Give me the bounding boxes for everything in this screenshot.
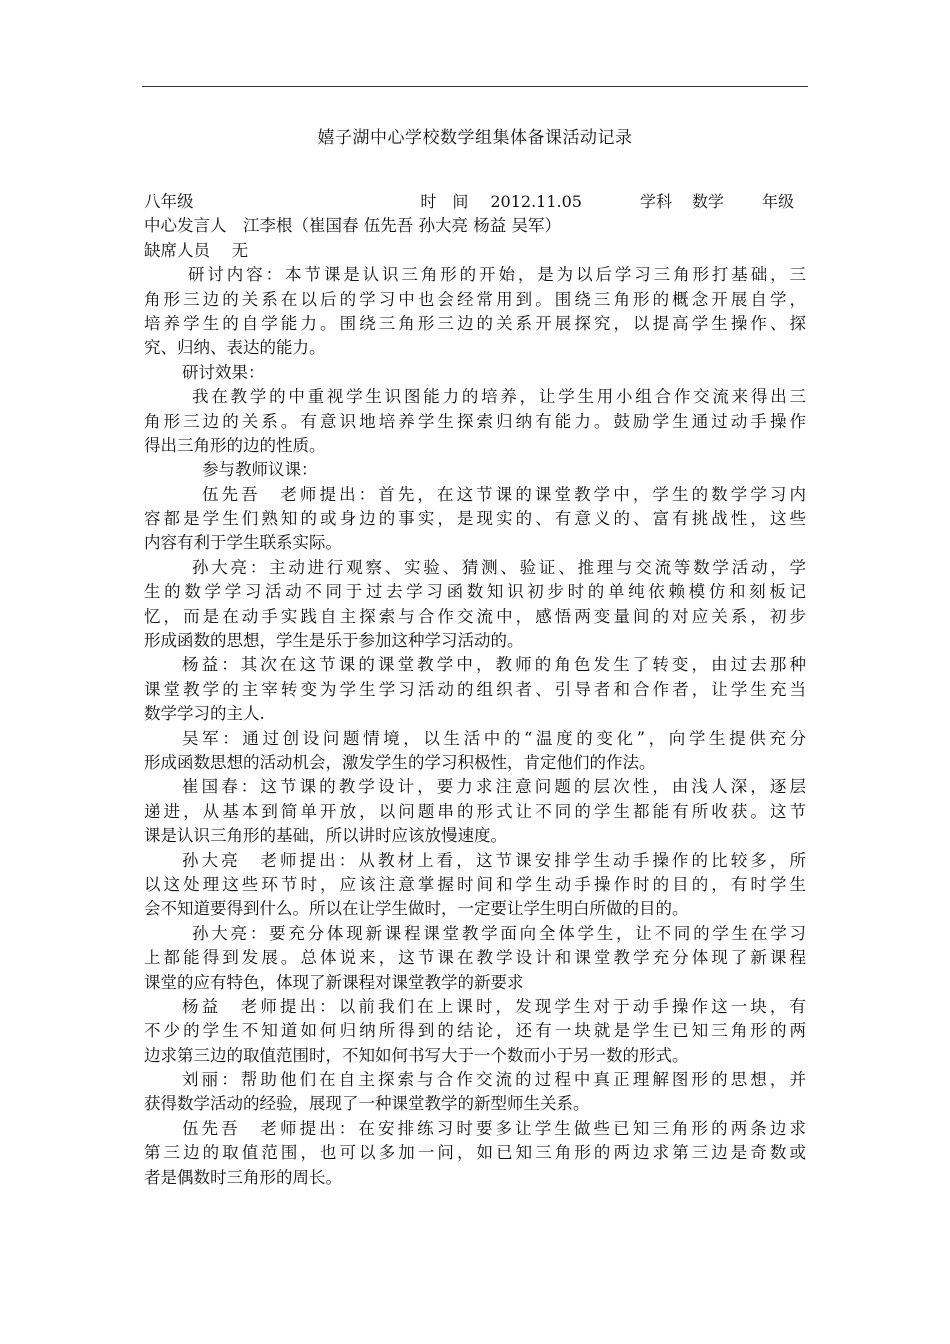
text-line: 培养学生的自学能力。围绕三角形三边的关系开展探究，以提高学生操作、探 <box>144 313 806 333</box>
text-line: 边求第三边的取值范围时，不知如何书写大于一个数而小于另一数的形式。 <box>144 1045 689 1065</box>
text-line: 第三边的取值范围，也可以多加一问，如已知三角形的两边求第三边是奇数或 <box>144 1143 806 1163</box>
text-line: 容都是学生们熟知的或身边的事实，是现实的、有意义的、富有挑战性，这些 <box>144 509 806 529</box>
text-line: 研讨效果： <box>182 362 265 382</box>
text-line: 孙大亮：主动进行观察、实验、猜测、验证、推理与交流等数学活动，学 <box>192 557 806 577</box>
text-line: 刘丽：帮助他们在自主探索与合作交流的过程中真正理解图形的思想，并 <box>182 1070 806 1090</box>
text-line: 究、归纳、表达的能力。 <box>144 338 326 358</box>
text-line: 八年级 <box>144 192 194 211</box>
text-line: 数学学习的主人. <box>144 704 265 724</box>
text-line: 获得数学活动的经验，展现了一种课堂教学的新型师生关系。 <box>144 1094 590 1114</box>
text-line: 生的数学学习活动不同于过去学习函数知识初步时的单纯依赖模仿和刻板记 <box>144 582 806 602</box>
document-body <box>144 190 806 1190</box>
text-line: 得出三角形的边的性质。 <box>144 435 326 455</box>
text-line: 杨益：其次在这节课的课堂教学中，教师的角色发生了转变，由过去那种 <box>182 655 806 675</box>
text-line: 课堂的应有特色，体现了新课程对课堂教学的新要求 <box>144 972 524 992</box>
text-line: 内容有利于学生联系实际。 <box>144 533 342 553</box>
text-line: 角形三边的关系在以后的学习中也会经常用到。围绕三角形的概念开展自学， <box>144 289 806 309</box>
text-line: 中心发言人 江李根（崔国春 伍先吾 孙大亮 杨益 吴军） <box>144 216 561 236</box>
text-line: 研讨内容：本节课是认识三角形的开始，是为以后学习三角形打基础，三 <box>188 265 806 285</box>
text-line: 者是偶数时三角形的周长。 <box>144 1167 342 1187</box>
text-line: 参与教师议课： <box>202 460 318 480</box>
text-line: 杨益 老师提出：以前我们在上课时，发现学生对于动手操作这一块，有 <box>182 996 806 1016</box>
subject-value: 数学 <box>691 192 724 211</box>
text-line: 忆，而是在动手实践自主探索与合作交流中，感悟两变量间的对应关系，初步 <box>144 606 806 626</box>
text-line: 不少的学生不知道如何归纳所得到的结论，还有一块就是学生已知三角形的两 <box>144 1021 806 1041</box>
text-line: 缺席人员 无 <box>144 240 249 260</box>
text-line: 我在教学的中重视学生识图能力的培养，让学生用小组合作交流来得出三 <box>192 387 806 407</box>
subject-label: 学科 <box>639 192 672 211</box>
text-line: 以这处理这些环节时，应该注意掌握时间和学生动手操作时的目的，有时学生 <box>144 874 806 894</box>
text-line: 形成函数的思想，学生是乐于参加这种学习活动的。 <box>144 631 524 651</box>
text-line: 角形三边的关系。有意识地培养学生探索归纳有能力。鼓励学生通过动手操作 <box>144 411 806 431</box>
grade-label: 年级 <box>762 192 795 211</box>
header-rule <box>142 86 808 87</box>
text-line: 课堂教学的主宰转变为学生学习活动的组织者、引导者和合作者，让学生充当 <box>144 679 806 699</box>
text-line: 吴军：通过创设问题情境，以生活中的“温度的变化”，向学生提供充分 <box>182 728 806 748</box>
text-line: 孙大亮 老师提出：从教材上看，这节课安排学生动手操作的比较多，所 <box>182 850 806 870</box>
text-line: 崔国春：这节课的教学设计，要力求注意问题的层次性，由浅人深，逐层 <box>182 777 806 797</box>
text-line: 上都能得到发展。总体说来，这节课在教学设计和课堂教学充分体现了新课程 <box>144 948 806 968</box>
text-line: 形成函数思想的活动机会，激发学生的学习积极性，肯定他们的作法。 <box>144 752 656 772</box>
document-title: 嬉子湖中心学校数学组集体备课活动记录 <box>317 128 633 148</box>
text-line: 课是认识三角形的基础，所以讲时应该放慢速度。 <box>144 826 507 846</box>
text-line: 伍先吾 老师提出：在安排练习时要多让学生做些已知三角形的两条边求 <box>182 1118 806 1138</box>
text-line: 伍先吾 老师提出：首先，在这节课的课堂教学中，学生的数学学习内 <box>202 484 806 504</box>
text-line: 孙大亮：要充分体现新课程课堂教学面向全体学生，让不同的学生在学习 <box>192 923 806 943</box>
text-line: 会不知道要得到什么。所以在让学生做时，一定要让学生明白所做的目的。 <box>144 899 689 919</box>
time-label: 时 间 <box>420 192 469 211</box>
text-line: 递进，从基本到简单开放，以问题串的形式让不同的学生都能有所收获。这节 <box>144 801 806 821</box>
time-value: 2012.11.05 <box>490 192 582 211</box>
